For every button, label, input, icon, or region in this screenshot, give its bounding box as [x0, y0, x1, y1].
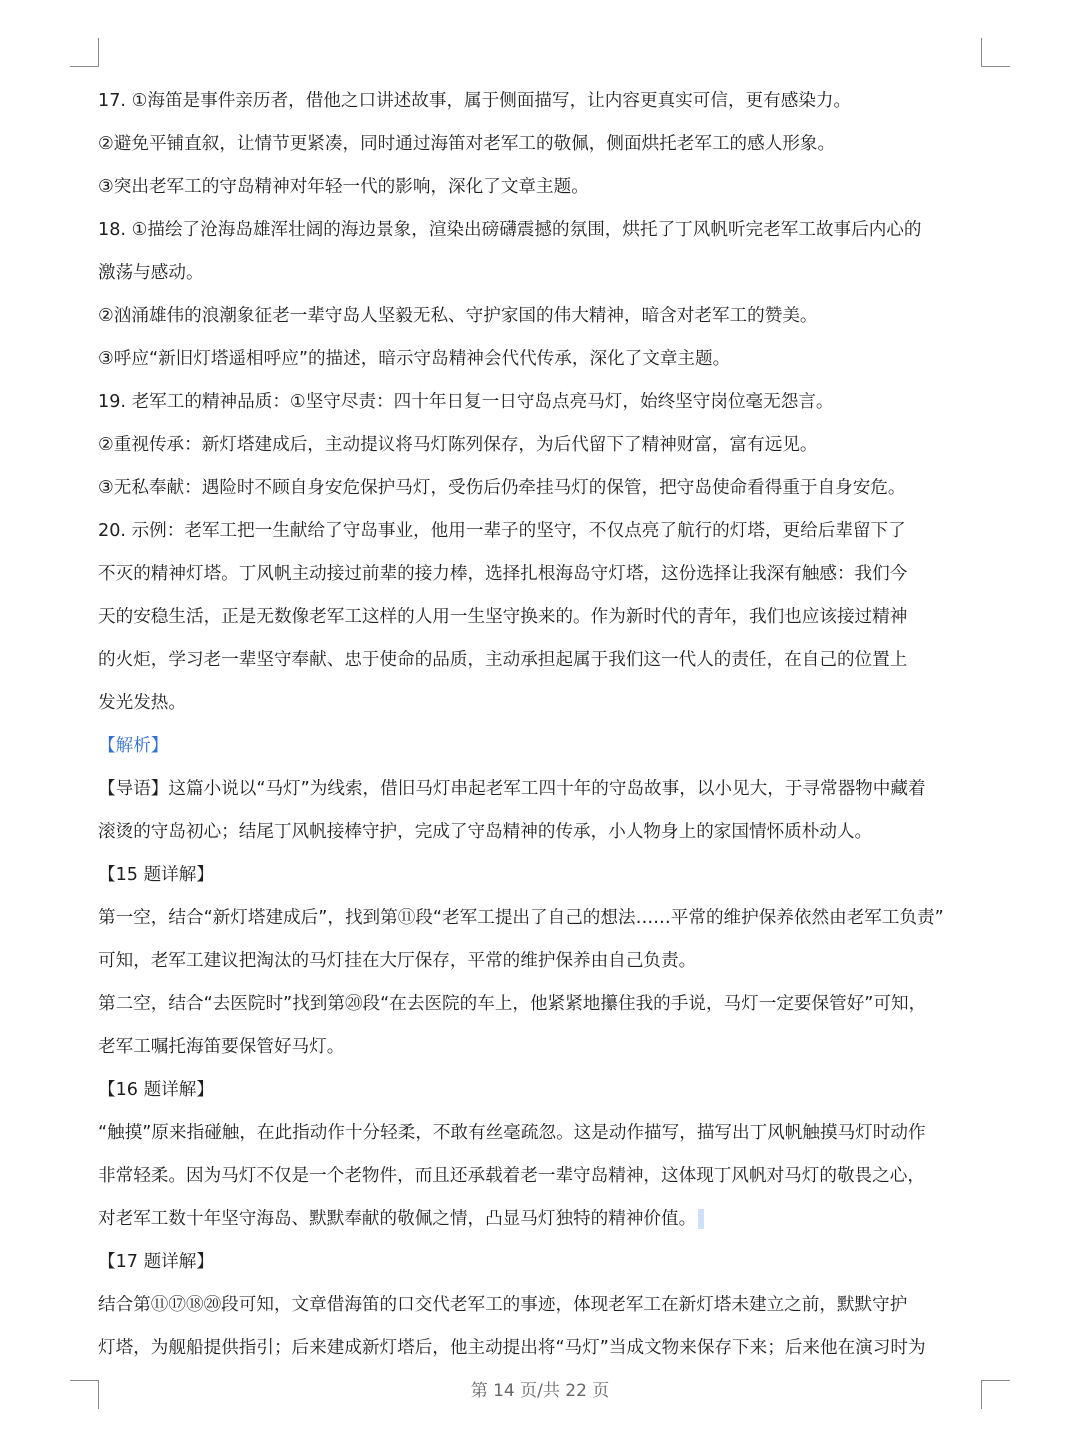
crop-mark-top-left [70, 38, 99, 67]
text-line: 第一空，结合“新灯塔建成后”，找到第⑪段“老军工提出了自己的想法……平常的维护保养依然由老军工负责” [98, 908, 944, 928]
text-line: ②重视传承：新灯塔建成后，主动提议将马灯陈列保存，为后代留下了精神财富，富有远见。 [98, 435, 818, 455]
subheading-q15: 【15 题详解】 [98, 865, 214, 885]
text-line: “触摸”原来指碰触，在此指动作十分轻柔，不敢有丝毫疏忽。这是动作描写，描写出丁风帆触摸马灯时动作 [98, 1123, 926, 1143]
section-heading-analysis: 【解析】 [98, 736, 169, 756]
text-line: 【导语】这篇小说以“马灯”为线索，借旧马灯串起老军工四十年的守岛故事，以小见大，于寻常器物中藏着 [98, 779, 926, 799]
text-line: 激荡与感动。 [98, 263, 204, 283]
page-number: 第 14 页/共 22 页 [470, 1381, 610, 1401]
subheading-q16: 【16 题详解】 [98, 1080, 214, 1100]
text-line: 天的安稳生活，正是无数像老军工这样的人用一生坚守换来的。作为新时代的青年，我们也应该接过精神 [98, 607, 908, 627]
text-line-with-cursor [98, 1198, 984, 1241]
text-line: 18. ①描绘了沧海岛雄浑壮阔的海边景象，渲染出磅礴震撼的氛围，烘托了丁风帆听完老军工故事后内心的 [98, 220, 922, 240]
text-line: 可知，老军工建议把淘汰的马灯挂在大厅保存，平常的维护保养由自己负责。 [98, 951, 697, 971]
text-cursor-highlight [698, 1209, 704, 1229]
text-line: 20. 示例：老军工把一生献给了守岛事业，他用一辈子的坚守，不仅点亮了航行的灯塔，更给后辈留下了 [98, 521, 906, 541]
text-line: ③突出老军工的守岛精神对年轻一代的影响，深化了文章主题。 [98, 177, 589, 197]
text-line: 老军工嘱托海笛要保管好马灯。 [98, 1037, 345, 1057]
text-line: 17. ①海笛是事件亲历者，借他之口讲述故事，属于侧面描写，让内容更真实可信，更有感染力。 [98, 91, 852, 111]
text-line: 发光发热。 [98, 693, 186, 713]
text-line: 非常轻柔。因为马灯不仅是一个老物件，而且还承载着老一辈守岛精神，这体现丁风帆对马灯的敬畏之心， [98, 1166, 925, 1186]
subheading-q17: 【17 题详解】 [98, 1252, 214, 1272]
crop-mark-top-right [981, 38, 1010, 67]
text-line: 对老军工数十年坚守海岛、默默奉献的敬佩之情，凸显马灯独特的精神价值。 [98, 1209, 697, 1229]
text-line: 不灭的精神灯塔。丁风帆主动接过前辈的接力棒，选择扎根海岛守灯塔，这份选择让我深有触感：我们今 [98, 564, 908, 584]
text-line: ②汹涌雄伟的浪潮象征老一辈守岛人坚毅无私、守护家国的伟大精神，暗含对老军工的赞美。 [98, 306, 818, 326]
text-line: 第二空，结合“去医院时”找到第⑳段“在去医院的车上，他紧紧地攥住我的手说，马灯一定要保管好”可知， [98, 994, 927, 1014]
text-line: 滚烫的守岛初心；结尾丁风帆接棒守护，完成了守岛精神的传承，小人物身上的家国情怀质朴动人。 [98, 822, 873, 842]
text-line: ③无私奉献：遇险时不顾自身安危保护马灯，受伤后仍牵挂马灯的保管，把守岛使命看得重于自身安危。 [98, 478, 906, 498]
text-line: 19. 老军工的精神品质：①坚守尽责：四十年日复一日守岛点亮马灯，始终坚守岗位毫无怨言。 [98, 392, 834, 412]
text-line: 结合第⑪⑰⑱⑳段可知，文章借海笛的口交代老军工的事迹，体现老军工在新灯塔未建立之前，默默守护 [98, 1295, 908, 1315]
text-line: 的火炬，学习老一辈坚守奉献、忠于使命的品质，主动承担起属于我们这一代人的责任，在自己的位置上 [98, 650, 908, 670]
document-body [98, 80, 984, 1370]
text-line: ③呼应“新旧灯塔遥相呼应”的描述，暗示守岛精神会代代传承，深化了文章主题。 [98, 349, 731, 369]
text-line: 灯塔，为舰船提供指引；后来建成新灯塔后，他主动提出将“马灯”当成文物来保存下来；后来他在演习时为 [98, 1338, 926, 1358]
text-line: ②避免平铺直叙，让情节更紧凑，同时通过海笛对老军工的敬佩，侧面烘托老军工的感人形象。 [98, 134, 836, 154]
